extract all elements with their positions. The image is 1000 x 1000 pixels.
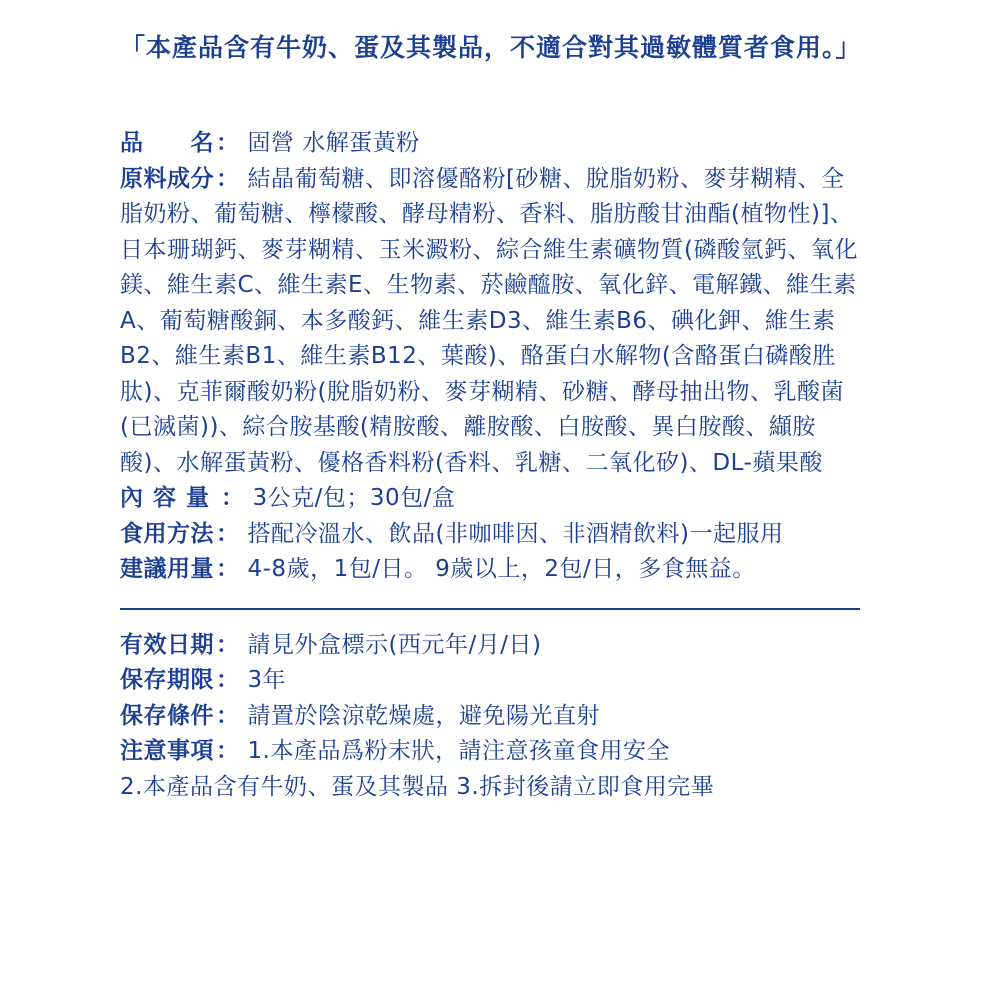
expiry-value: 請見外盒標示(西元年/月/日) <box>247 631 542 658</box>
colon: ： <box>216 702 240 729</box>
ingredients-label: 原料成分 <box>120 165 214 192</box>
colon: ： <box>216 556 240 582</box>
shelf-life-row <box>120 663 865 699</box>
shelf-life-label: 保存期限 <box>120 667 214 693</box>
expiry-row <box>120 628 865 664</box>
product-name-label: 品 名 <box>120 130 214 156</box>
storage-conditions-row <box>120 699 865 735</box>
colon: ： <box>221 485 245 511</box>
colon: ： <box>216 130 240 156</box>
colon: ： <box>216 520 240 547</box>
colon: ： <box>216 631 240 658</box>
notes-row <box>120 734 865 770</box>
dosage-row <box>120 552 865 588</box>
usage-label: 食用方法 <box>120 520 214 547</box>
product-name-value: 固營 水解蛋黃粉 <box>247 130 420 156</box>
content-label: 內容量 <box>120 485 219 511</box>
dosage-label: 建議用量 <box>120 556 214 582</box>
expiry-label: 有效日期 <box>120 631 214 658</box>
section-divider <box>120 608 860 610</box>
notes-line-2-row <box>120 770 865 806</box>
storage-conditions-label: 保存條件 <box>120 702 214 729</box>
shelf-life-value: 3年 <box>247 667 287 693</box>
notes-line-1: 1.本產品爲粉末狀，請注意孩童食用安全 <box>247 738 670 764</box>
notes-line-2: 2.本產品含有牛奶、蛋及其製品 3.拆封後請立即食用完畢 <box>120 773 715 800</box>
usage-row <box>120 517 865 553</box>
content-row <box>120 481 865 517</box>
colon: ： <box>216 667 240 693</box>
label-document <box>120 26 865 805</box>
product-name-row <box>120 126 865 162</box>
colon: ： <box>216 165 240 192</box>
notes-label: 注意事項 <box>120 738 214 764</box>
content-value: 3公克/包；30包/盒 <box>252 485 456 511</box>
storage-conditions-value: 請置於陰涼乾燥處，避免陽光直射 <box>247 702 600 729</box>
ingredients-value: 結晶葡萄糖、即溶優酪粉[砂糖、脫脂奶粉、麥芽糊精、全脂奶粉、葡萄糖、檸檬酸、酵母精粉、香料、脂肪酸甘油酯(植物性)]、日本珊瑚鈣、麥芽糊精、玉米澱粉、綜合維生素礦物質(磷酸氫鈣、氧化鎂、維生素C、維生素E、生物素、菸鹼醯胺、氧化鋅、電解鐵、維生素A、葡萄糖酸銅、本多酸鈣、維生素D3、維生素B6、碘化鉀、維生素B2、維生素B1、維生素B12、葉酸)、酪蛋白水解物(含酪蛋白磷酸胜肽)、克菲爾酸奶粉(脫脂奶粉、麥芽糊精、砂糖、酵母抽出物、乳酸菌(已滅菌))、綜合胺基酸(精胺酸、離胺酸、白胺酸、異白胺酸、纈胺酸)、水解蛋黃粉、優格香料粉(香料、乳糖、二氧化矽)、DL-蘋果酸 <box>120 165 858 476</box>
allergen-warning: 「本產品含有牛奶、蛋及其製品，不適合對其過敏體質者食用。」 <box>120 33 862 62</box>
colon: ： <box>216 738 240 764</box>
dosage-value: 4-8歲，1包/日。 9歲以上，2包/日，多食無益。 <box>247 556 756 582</box>
ingredients-row <box>120 162 865 482</box>
usage-value: 搭配冷溫水、飲品(非咖啡因、非酒精飲料)一起服用 <box>247 520 784 547</box>
